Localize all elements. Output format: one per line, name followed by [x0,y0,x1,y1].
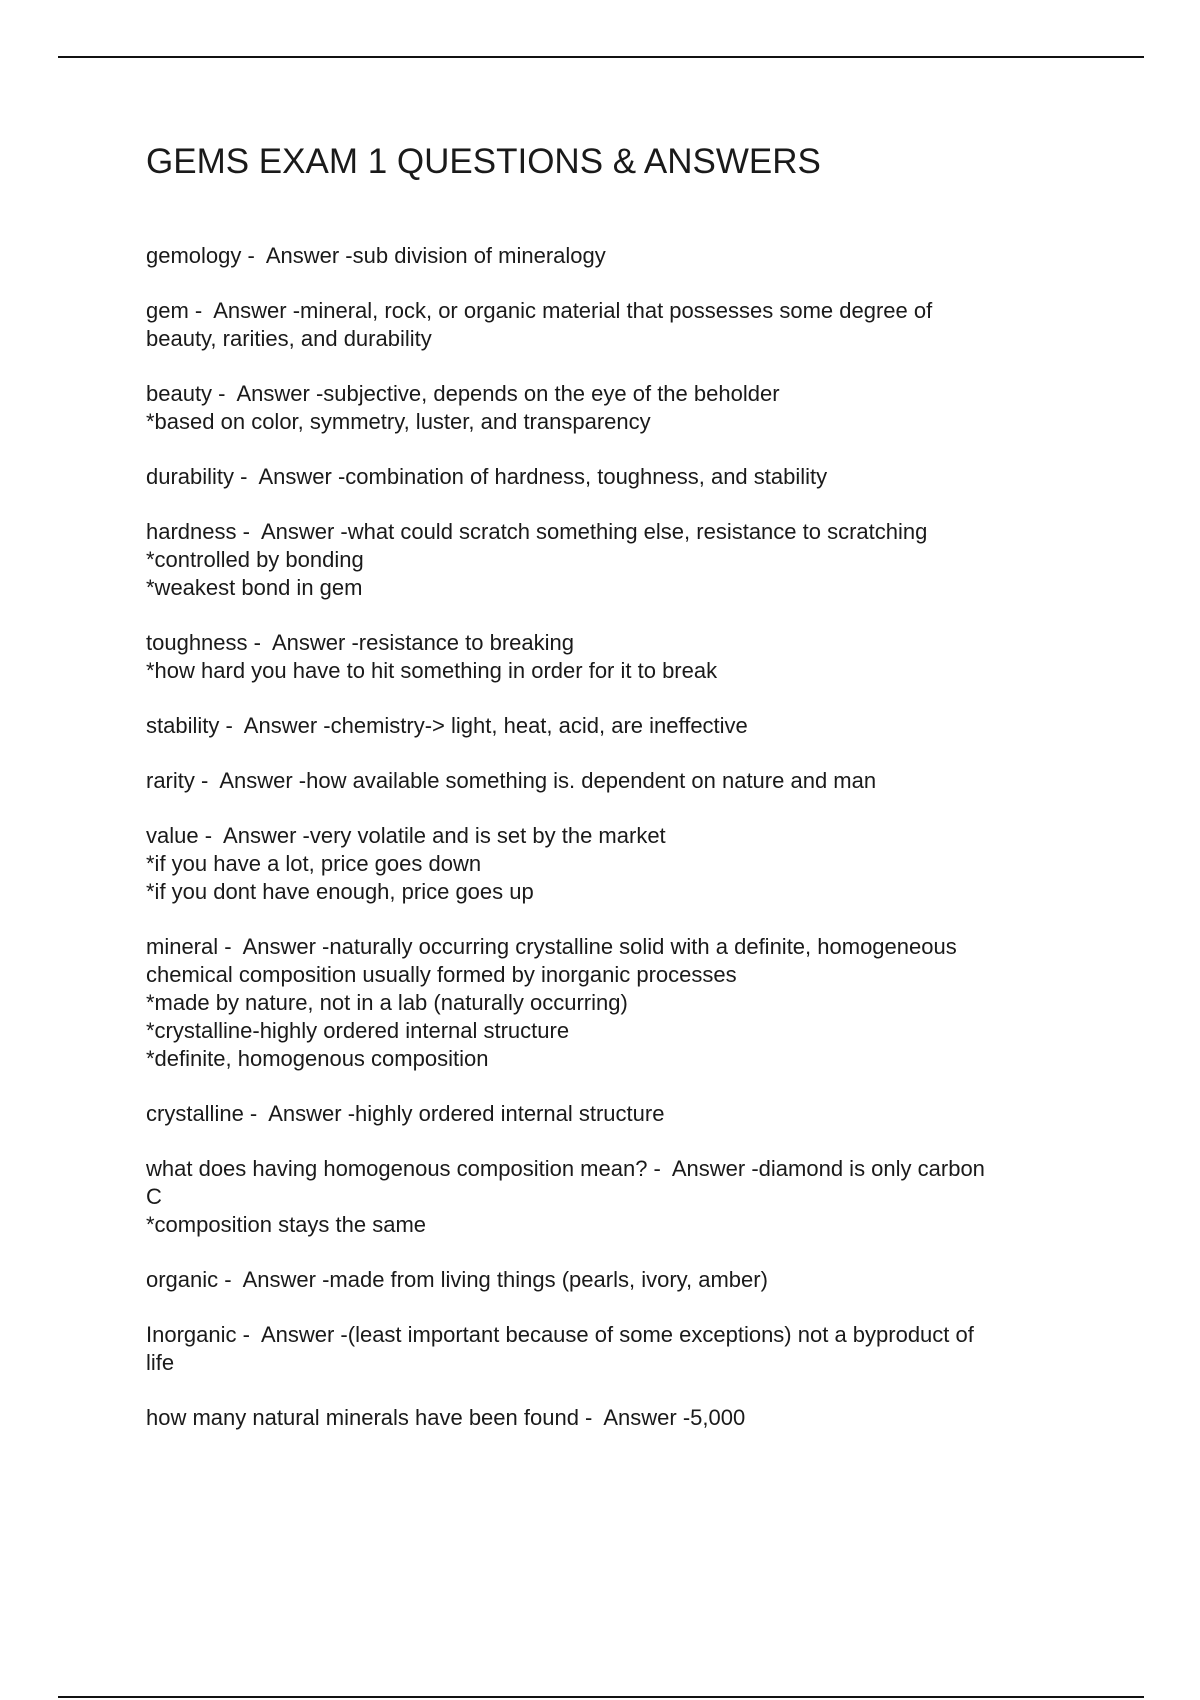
qa-line: C [146,1184,162,1209]
qa-item-gemology [146,242,1086,270]
qa-item-organic [146,1266,1086,1294]
page-title: GEMS EXAM 1 QUESTIONS & ANSWERS [146,142,821,181]
qa-line: chemical composition usually formed by inorganic processes [146,962,737,987]
qa-list [146,242,1086,1459]
qa-line: *controlled by bonding [146,547,364,572]
qa-line: rarity - Answer -how available something is. dependent on nature and man [146,768,877,793]
qa-line: crystalline - Answer -highly ordered internal structure [146,1101,665,1126]
qa-line: mineral - Answer -naturally occurring crystalline solid with a definite, homogeneous [146,934,957,959]
qa-item-gem [146,297,1086,353]
qa-item-rarity [146,767,1086,795]
qa-line: what does having homogenous composition mean? - Answer -diamond is only carbon [146,1156,985,1181]
bottom-divider [58,1696,1144,1698]
qa-line: how many natural minerals have been found - Answer -5,000 [146,1405,746,1430]
qa-item-hardness [146,518,1086,602]
qa-line: value - Answer -very volatile and is set by the market [146,823,666,848]
qa-line: life [146,1350,175,1375]
qa-item-natural-minerals-count [146,1404,1086,1432]
qa-line: beauty, rarities, and durability [146,326,432,351]
qa-line: toughness - Answer -resistance to breaking [146,630,575,655]
qa-line: hardness - Answer -what could scratch something else, resistance to scratching [146,519,928,544]
qa-line: gem - Answer -mineral, rock, or organic material that possesses some degree of [146,298,933,323]
qa-item-crystalline [146,1100,1086,1128]
qa-line: organic - Answer -made from living things (pearls, ivory, amber) [146,1267,768,1292]
qa-line: *if you have a lot, price goes down [146,851,482,876]
qa-line: *composition stays the same [146,1212,427,1237]
qa-line: Inorganic - Answer -(least important because of some exceptions) not a byproduct of [146,1322,974,1347]
qa-line: gemology - Answer -sub division of mineralogy [146,243,606,268]
qa-item-value [146,822,1086,906]
qa-item-toughness [146,629,1086,685]
qa-item-mineral [146,933,1086,1073]
qa-line: stability - Answer -chemistry-> light, heat, acid, are ineffective [146,713,748,738]
top-divider [58,56,1144,58]
qa-line: *if you dont have enough, price goes up [146,879,534,904]
qa-line: *how hard you have to hit something in order for it to break [146,658,718,683]
qa-line: *based on color, symmetry, luster, and transparency [146,409,651,434]
qa-line: *weakest bond in gem [146,575,363,600]
qa-item-homogenous-composition [146,1155,1086,1239]
qa-line: *crystalline-highly ordered internal structure [146,1018,570,1043]
qa-item-durability [146,463,1086,491]
qa-line: beauty - Answer -subjective, depends on the eye of the beholder [146,381,780,406]
qa-line: *definite, homogenous composition [146,1046,489,1071]
qa-line: *made by nature, not in a lab (naturally occurring) [146,990,628,1015]
qa-item-inorganic [146,1321,1086,1377]
qa-item-stability [146,712,1086,740]
qa-item-beauty [146,380,1086,436]
qa-line: durability - Answer -combination of hardness, toughness, and stability [146,464,828,489]
